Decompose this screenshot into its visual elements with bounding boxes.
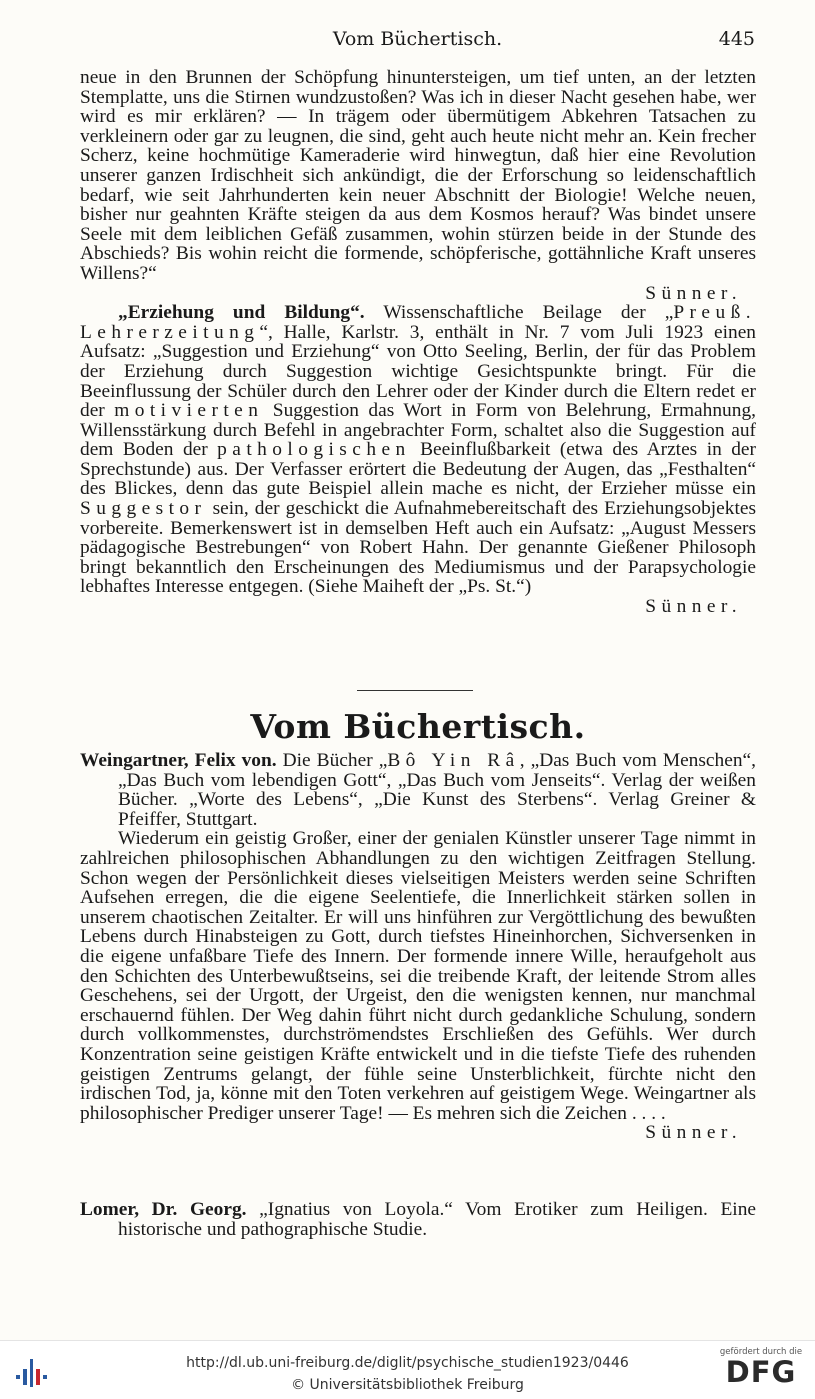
review-text: “, Halle, Karlstr. 3, enthält in Nr. 7 vom Juli 1923 einen Aufsatz: „Suggestion und Erziehung“ von Otto Seeling, Berlin, der für das Problem der Erziehung durch Suggestion wichtige Gesichtspunkte bringt. Für die Beeinflussung der Schüler durch den Lehrer oder der Kinder durch die Eltern redet er der (80, 321, 756, 422)
funding-note: gefördert durch die (719, 1347, 803, 1357)
book-entry-lomer (80, 1200, 756, 1239)
continued-article (80, 68, 756, 617)
section-divider (357, 690, 473, 691)
review-text: Suggestion das Wort in Form von Belehrung, Ermahnung, Willensstärkung durch Befehl in angebrachter Form, schaltet also die Suggestion auf dem Boden der (80, 400, 756, 461)
running-head (80, 28, 755, 56)
entry-citation (80, 1200, 756, 1239)
review-title: „Erziehung und Bildung“. (118, 302, 365, 324)
review-text: Beeinflußbarkeit (etwa des Arztes in der Sprechstunde) aus. Der Verfasser erörtert die Bedeutung der Augen, das „Festhalten“ des Blickes, denn das gute Beispiel allein mache es nicht, der Erzieher müsse ein (80, 439, 756, 500)
viewer-footer (0, 1340, 815, 1399)
entry-text: , „Das Buch vom Menschen“, „Das Buch vom lebendigen Gott“, „Das Buch vom Jenseits“. Verlag der weißen Bücher. „Worte des Lebens“, „Die Kunst des Sterbens“. Verlag Greiner & Pfeiffer, Stuttgart. (118, 750, 756, 830)
dfg-logo (717, 1347, 805, 1387)
review-text: sein, der geschickt die Aufnahmebereitschaft des Erziehungsobjektes vorbereite. Bemerkenswert ist in demselben Heft auch ein Aufsatz: „August Messers pädagogische Bestrebungen“ von Robert Hahn. Der genannte Gießener Philosoph bringt bekanntlich den Erscheinungen des Mediumismus und der Parapsychologie lebhaftes Interesse entgegen. (Siehe Maiheft der „Ps. St.“) (80, 498, 756, 598)
entry-author: Weingartner, Felix von. (80, 750, 277, 771)
permalink[interactable]: http://dl.ub.uni-freiburg.de/diglit/psychische_studien1923/0446 (186, 1355, 629, 1371)
signature: Sünner. (645, 282, 742, 304)
review-text: Wissenschaftliche Beilage der „ (364, 302, 674, 324)
emphasis: Suggestor (80, 498, 207, 520)
entry-text: Die Bücher „ (276, 750, 388, 771)
entry-author: Lomer, Dr. Georg. (80, 1199, 247, 1220)
running-title: Vom Büchertisch. (332, 28, 503, 50)
book-entry-weingartner (80, 751, 756, 1143)
emphasis: motivierten (114, 400, 264, 422)
section-heading: Vom Büchertisch. (250, 707, 586, 746)
signature: Sünner. (645, 1122, 742, 1144)
emphasis: pathologischen (217, 439, 411, 461)
quote-paragraph: neue in den Brunnen der Schöpfung hinuntersteigen, um tief unten, an der letzten Stemplatte, uns die Stirnen wundzustoßen? Was ich in dieser Nacht gesehen habe, wer wird es mir erklären? — In trägem oder übermütigem Abkehren Tatsachen zu verkleinern oder gar zu leugnen, die sind, geht auch heute nicht mehr an. Kein frecher Scherz, keine hochmütige Kameraderie wird hinwegtun, daß hier eine Revolution unserer ganzen Irdischheit sich ankündigt, die der Erforschung so leidenschaftlich bedarf, wie seit Jahrhunderten kein neuer Abschnitt der Biologie! Welche neuen, bisher nur geahnten Kräfte steigen da aus dem Kosmos herauf? Was bindet unsere Seele mit dem leiblichen Gefäß zusammen, wohin stürzen beide in der Stunde des Abschieds? Bis wohin reicht die formende, schöpferische, gottähnliche Kraft unseres Willens?“ (80, 67, 756, 284)
entry-citation (80, 751, 756, 829)
emphasis: Bô Yin Râ (387, 750, 520, 771)
dfg-wordmark: DFG (725, 1355, 797, 1389)
signature: Sünner. (645, 596, 742, 618)
entry-text: „Ignatius von Loyola.“ Vom Erotiker zum Heiligen. Eine historische und pathographische Studie. (118, 1199, 756, 1240)
journal-name: Preuß. Lehrerzeitung (80, 302, 757, 343)
page-number: 445 (718, 28, 755, 50)
copyright: © Universitätsbibliothek Freiburg (291, 1377, 524, 1393)
review-paragraph (80, 303, 756, 597)
entry-review: Wiederum ein geistig Großer, einer der genialen Künstler unserer Tage nimmt in zahlreichen philosophischen Abhandlungen zu den wichtigen Zeitfragen Stellung. Schon wegen der Persönlichkeit dieses vielseitigen Meisters werden seine Schriften Aufsehen erregen, die die eigene Seelentiefe, die Innerlichkeit stärken sollen in unserem chaotischen Zeitalter. Er will uns hinführen zur Vergöttlichung des bewußten Lebens durch Hinabsteigen zu Gott, durch tiefstes Hineinhorchen, Sichversenken in die eigene unfaßbare Tiefe des Innern. Der formende innere Wille, heraufgeholt aus den Schichten des Unterbewußtseins, sei die treibende Kraft, der leitende Strom alles Geschehens, sei der Urgott, der Urgeist, den die wenigsten kennen, nur manchmal erschauernd fühlen. Der Weg dahin führt nicht durch gedankliche Schulung, sondern durch vollkommenstes, durchströmendstes Erschließen des Gefühls. Wer durch Konzentration seine geistigen Kräfte entwickelt und in die tiefste Tiefe des ruhenden geistigen Zentrums gelangt, der fühle seine Unsterblichkeit, fürchte nicht den irdischen Tod, ja, könne mit den Toten verkehren auf geistigem Wege. Weingartner als philosophischer Prediger unserer Tage! — Es mehren sich die Zeichen . . . . (80, 828, 756, 1124)
